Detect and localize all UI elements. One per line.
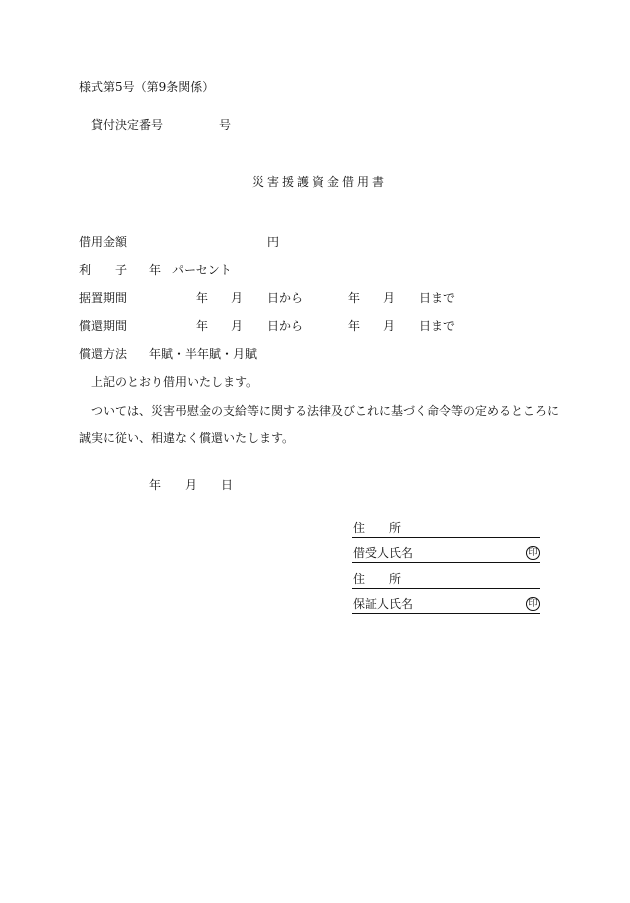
date-month: 月 bbox=[185, 478, 198, 492]
borrower-address-label: 住 所 bbox=[353, 521, 402, 535]
borrower-name-label: 借受人氏名 bbox=[353, 546, 414, 560]
date-year: 年 bbox=[149, 478, 162, 492]
repayment-month-to: 月 bbox=[383, 319, 396, 333]
form-reference: 様式第5号（第9条関係） bbox=[79, 80, 215, 94]
repayment-method-label: 償還方法 bbox=[79, 347, 128, 361]
deferment-year-from: 年 bbox=[196, 291, 209, 305]
guarantor-address-label: 住 所 bbox=[353, 572, 402, 586]
statement-borrow: 上記のとおり借用いたします。 bbox=[91, 375, 259, 389]
deferment-day-from: 日から bbox=[267, 291, 304, 305]
repayment-day-to: 日まで bbox=[419, 319, 456, 333]
deferment-month-to: 月 bbox=[383, 291, 396, 305]
borrower-address-line[interactable] bbox=[352, 521, 540, 538]
guarantor-name-line[interactable] bbox=[352, 597, 540, 614]
interest-label-2: 子 bbox=[115, 263, 128, 277]
deferment-label: 据置期間 bbox=[79, 291, 128, 305]
decision-number-suffix: 号 bbox=[219, 118, 232, 132]
document-title: 災害援護資金借用書 bbox=[252, 175, 388, 189]
loan-amount-label: 借用金額 bbox=[79, 235, 128, 249]
deferment-year-to: 年 bbox=[348, 291, 361, 305]
repayment-period-label: 償還期間 bbox=[79, 319, 128, 333]
date-day: 日 bbox=[221, 478, 234, 492]
guarantor-address-line[interactable] bbox=[352, 572, 540, 589]
guarantor-name-label: 保証人氏名 bbox=[353, 597, 414, 611]
guarantor-seal-mark: 印 bbox=[526, 597, 540, 611]
borrower-name-line[interactable] bbox=[352, 546, 540, 563]
loan-amount-unit: 円 bbox=[267, 235, 280, 249]
repayment-year-to: 年 bbox=[348, 319, 361, 333]
repayment-day-from: 日から bbox=[267, 319, 304, 333]
repayment-method-value: 年賦・半年賦・月賦 bbox=[149, 347, 258, 361]
statement-repay-line-2: 誠実に従い、相違なく償還いたします。 bbox=[79, 431, 295, 445]
repayment-month-from: 月 bbox=[231, 319, 244, 333]
repayment-year-from: 年 bbox=[196, 319, 209, 333]
deferment-month-from: 月 bbox=[231, 291, 244, 305]
interest-year: 年 bbox=[149, 263, 162, 277]
borrower-seal-mark: 印 bbox=[526, 546, 540, 560]
statement-repay-line-1: ついては、災害弔慰金の支給等に関する法律及びこれに基づく命令等の定めるところに bbox=[91, 404, 560, 418]
decision-number-label: 貸付決定番号 bbox=[91, 118, 164, 132]
interest-percent: パーセント bbox=[172, 263, 232, 277]
deferment-day-to: 日まで bbox=[419, 291, 456, 305]
interest-label-1: 利 bbox=[79, 263, 92, 277]
